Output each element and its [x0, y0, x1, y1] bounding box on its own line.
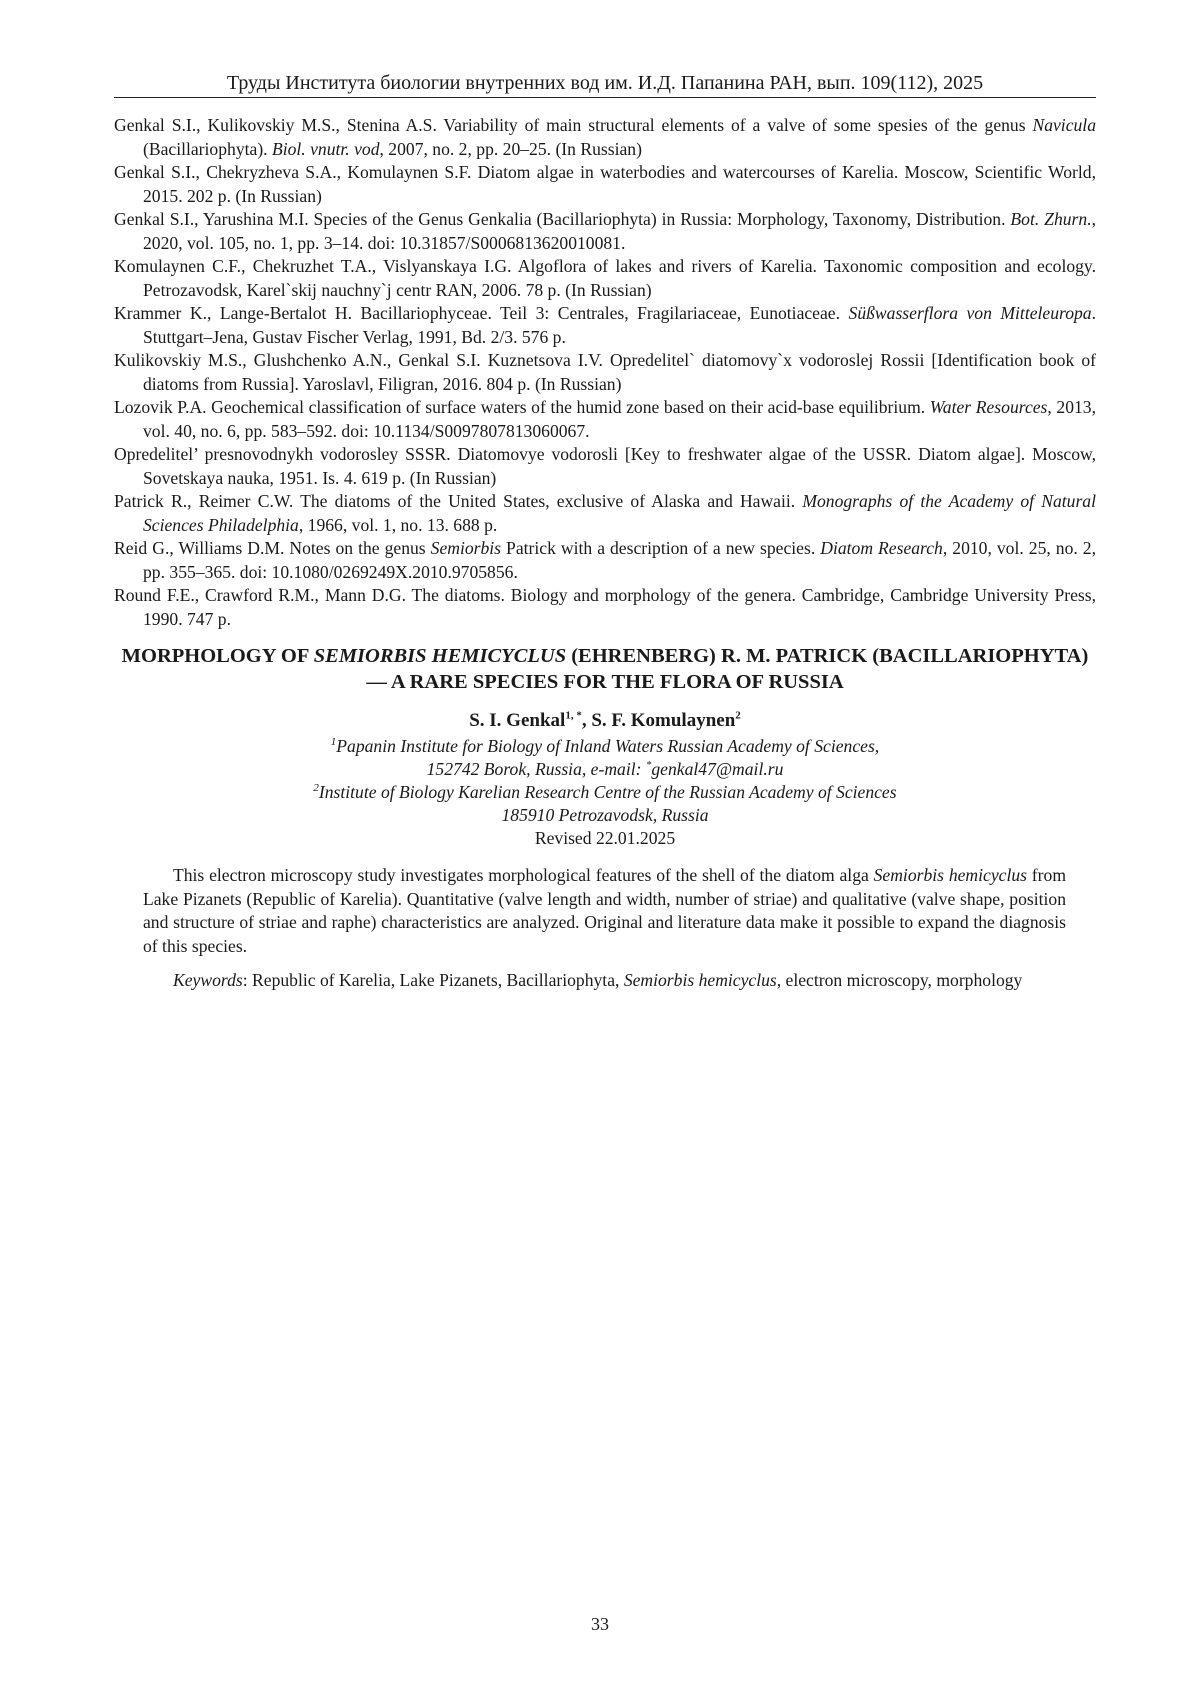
article-title-start: MORPHOLOGY OF	[121, 645, 314, 667]
keywords	[143, 969, 1066, 993]
reference-pre: Reid G., Williams D.M. Notes on the genus	[114, 538, 431, 558]
email-marker: *	[645, 759, 652, 772]
affiliation-2-marker: 2	[313, 782, 319, 795]
reference-italic2: Biol. vnutr. vod	[271, 138, 380, 159]
author-2: S. F. Komulaynen	[591, 710, 736, 731]
reference-list	[114, 114, 1096, 631]
reference-mid: , 2020, vol. 105, no. 1, pp. 3–14. doi: 10.31857/S0006813620010081.	[143, 209, 1096, 253]
author-1: S. I. Genkal	[469, 710, 566, 731]
reference-italic1: Water Resources	[929, 397, 1048, 417]
reference-item	[114, 349, 1096, 396]
affiliation-2-line-1	[114, 781, 1096, 804]
reference-mid: (Bacillariophyta).	[143, 138, 272, 159]
abstract	[143, 864, 1066, 993]
reference-pre: Genkal S.I., Chekryzheva S.A., Komulaynen S.F. Diatom algae in waterbodies and watercourses of Karelia. Moscow, Scientific World, 2015. 202 p. (In Russian)	[114, 162, 1096, 206]
reference-italic1: Semiorbis	[430, 538, 502, 558]
reference-pre: Krammer K., Lange-Bertalot H. Bacillariophyceae. Teil 3: Centrales, Fragilariaceae, Eunotiaceae.	[114, 303, 849, 323]
reference-mid: Patrick with a description of a new species.	[501, 538, 821, 558]
affiliation-1-address: 152742 Borok, Russia, e-mail:	[426, 759, 646, 779]
reference-pre: Round F.E., Crawford R.M., Mann D.G. The diatoms. Biology and morphology of the genera. Cambridge, Cambridge University Press, 1990. 747 p.	[114, 585, 1096, 629]
reference-item	[114, 396, 1096, 443]
reference-italic1: Bot. Zhurn.	[1010, 209, 1092, 229]
reference-mid: , 2013, vol. 40, no. 6, pp. 583–592. doi: 10.1134/S0097807813060067.	[143, 397, 1096, 441]
reference-item	[114, 537, 1096, 584]
affiliation-1-line-1	[114, 735, 1096, 758]
keywords-label: Keywords	[173, 970, 243, 990]
abstract-species: Semiorbis hemicyclus	[873, 865, 1027, 885]
article-title-end: (EHRENBERG) R. M. PATRICK (BACILLARIOPHYTA) — A RARE SPECIES FOR THE FLORA OF RUSSIA	[366, 645, 1089, 693]
affiliation-1-marker: 1	[330, 736, 337, 749]
keywords-species: Semiorbis hemicyclus	[623, 970, 777, 990]
article-title-species: SEMIORBIS HEMICYCLUS	[313, 645, 567, 667]
reference-pre: Komulaynen C.F., Chekruzhet T.A., Vislyanskaya I.G. Algoflora of lakes and rivers of Karelia. Taxonomic composition and ecology. Petrozavodsk, Karel`skij nauchny`j centr RAN, 2006. 78 p. (In Russian)	[114, 256, 1096, 300]
abstract-end: from Lake Pizanets (Republic of Karelia). Quantitative (valve length and width, number of striae) and qualitative (valve shape, position and structure of striae and raphe) characteristics are analyzed. Original and literature data make it possible to expand the diagnosis of this species.	[143, 865, 1067, 956]
reference-italic1: Süßwasserflora von Mitteleuropa	[848, 303, 1092, 323]
reference-post: , 2007, no. 2, pp. 20–25. (In Russian)	[379, 138, 642, 159]
article-title	[114, 643, 1096, 695]
abstract-text	[143, 864, 1066, 958]
reference-mid: . Stuttgart–Jena, Gustav Fischer Verlag, 1991, Bd. 2/3. 576 p.	[143, 303, 1097, 347]
reference-item	[114, 584, 1096, 631]
reference-pre: Opredelitel’ presnovodnykh vodorosley SSSR. Diatomovye vodorosli [Key to freshwater algae of the USSR. Diatom algae]. Moscow, Sovetskaya nauka, 1951. Is. 4. 619 p. (In Russian)	[114, 444, 1096, 488]
author-separator: ,	[581, 710, 592, 731]
revised-date: Revised 22.01.2025	[534, 828, 676, 848]
reference-post: , 2010, vol. 25, no. 2, pp. 355–365. doi: 10.1080/0269249X.2010.9705856.	[143, 538, 1096, 582]
reference-pre: Genkal S.I., Yarushina M.I. Species of the Genus Genkalia (Bacillariophyta) in Russia: Morphology, Taxonomy, Distribution.	[114, 209, 1011, 229]
reference-item	[114, 114, 1096, 161]
reference-mid: , 1966, vol. 1, no. 13. 688 p.	[298, 514, 498, 535]
affiliations	[114, 735, 1096, 850]
reference-pre: Kulikovskiy M.S., Glushchenko A.N., Genkal S.I. Kuznetsova I.V. Opredelitel` diatomovy`x vodoroslej Rossii [Identification book of diatoms from Russia]. Yaroslavl, Filigran, 2016. 804 p. (In Russian)	[114, 350, 1096, 394]
affiliation-2-line-2: 185910 Petrozavodsk, Russia	[501, 805, 709, 825]
reference-item	[114, 443, 1096, 490]
reference-pre: Genkal S.I., Kulikovskiy M.S., Stenina A.S. Variability of main structural elements of a valve of some spesies of the genus	[114, 115, 1033, 135]
author-email: genkal47@mail.ru	[651, 759, 784, 779]
keywords-start: : Republic of Karelia, Lake Pizanets, Bacillariophyta,	[242, 970, 624, 990]
keywords-end: , electron microscopy, morphology	[776, 970, 1023, 990]
running-head: Труды Института биологии внутренних вод им. И.Д. Папанина РАН, вып. 109(112), 2025	[114, 71, 1096, 98]
reference-item	[114, 302, 1096, 349]
reference-item	[114, 208, 1096, 255]
reference-item	[114, 255, 1096, 302]
reference-italic1: Monographs of the Academy of Natural Sciences Philadelphia	[143, 491, 1096, 535]
reference-italic1: Navicula	[1032, 115, 1096, 135]
page-number: 33	[591, 1614, 609, 1634]
reference-item	[114, 490, 1096, 537]
reference-italic2: Diatom Research	[820, 538, 943, 558]
reference-pre: Patrick R., Reimer C.W. The diatoms of the United States, exclusive of Alaska and Hawaii.	[114, 491, 803, 511]
reference-pre: Lozovik P.A. Geochemical classification of surface waters of the humid zone based on their acid-base equilibrium.	[114, 397, 930, 417]
author-2-marker: 2	[735, 709, 741, 722]
author-line	[114, 709, 1096, 733]
affiliation-2-name: Institute of Biology Karelian Research Centre of the Russian Academy of Sciences	[318, 782, 897, 802]
abstract-start: This electron microscopy study investigates morphological features of the shell of the diatom alga	[173, 865, 874, 885]
author-1-marker: 1, *	[565, 709, 582, 722]
affiliation-1-line-2	[114, 758, 1096, 781]
reference-item	[114, 161, 1096, 208]
affiliation-1-name: Papanin Institute for Biology of Inland Waters Russian Academy of Sciences,	[336, 736, 880, 756]
